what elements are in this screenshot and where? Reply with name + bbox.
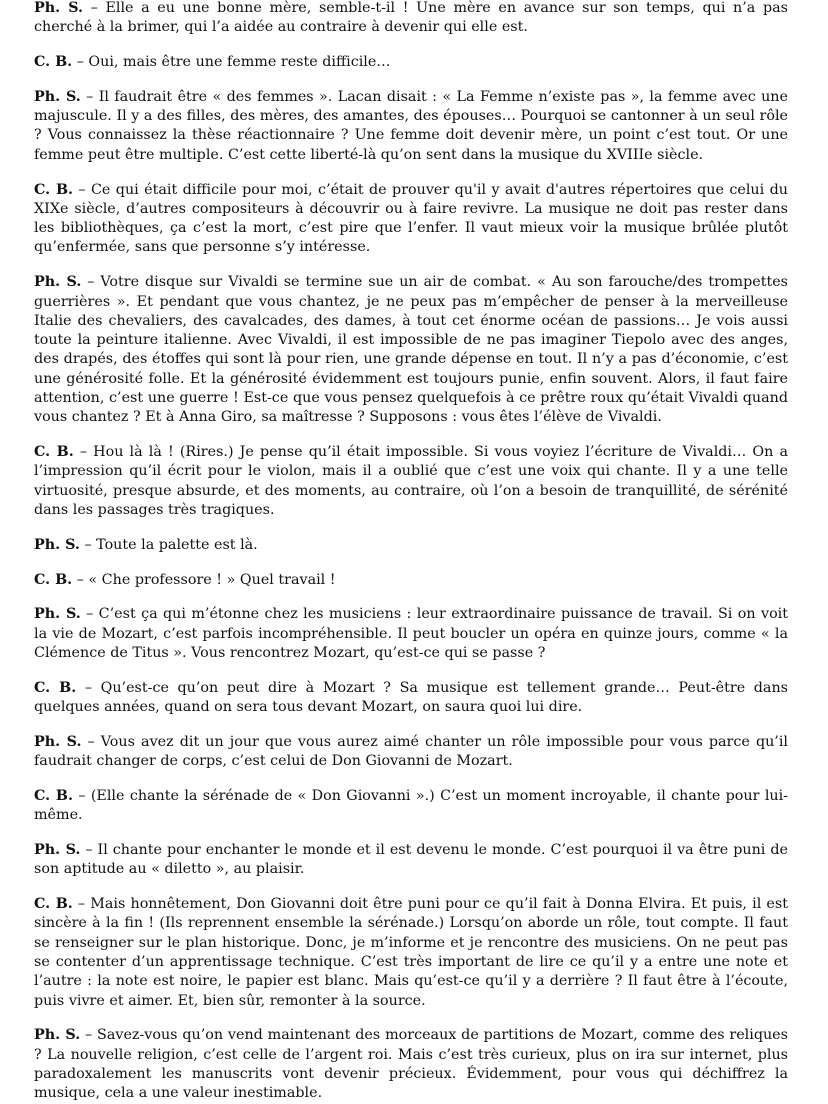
dialogue-text: – Votre disque sur Vivaldi se termine sue un air de combat. « Au son farouche/des trompettes guerrières ». Et pendant que vous chantez, je ne peux pas m’empêcher de penser à la merveilleuse Italie des chevaliers, des cavalcades, des dames, à tout cet énorme océan de passions… Je vois aussi toute la peinture italienne. Avec Vivaldi, il est impossible de ne pas imaginer Tiepolo avec des anges, des drapés, des étoffes qui sont là pour rien, une grande dépense en tout. Il n’y a pas d’économie, c’est une générosité folle. Et la générosité évidemment est toujours punie, enfin souvent. Alors, il faut faire attention, c’est une guerre ! Est-ce que vous pensez quelquefois à ce prêtre roux qu’était Vivaldi quand vous chantez ? Et à Anna Giro, sa maîtresse ? Supposons : vous êtes l’élève de Vivaldi. <box>34 274 788 426</box>
dialogue-paragraph <box>34 88 788 165</box>
dialogue-paragraph <box>34 679 788 718</box>
dialogue-text: – Savez-vous qu’on vend maintenant des morceaux de partitions de Mozart, comme des reliques ? La nouvelle religion, c’est celle de l’argent roi. Mais c’est très curieux, plus on ira sur internet, plus paradoxalement les manuscrits vont devenir précieux. Évidemment, pour vous qui déchiffrez la musique, cela a une valeur inestimable. <box>34 1027 788 1102</box>
dialogue-paragraph <box>34 787 788 826</box>
speaker-label: Ph. S. <box>34 733 82 750</box>
dialogue-paragraph <box>34 536 788 555</box>
speaker-label: C. B. <box>34 788 73 804</box>
speaker-label: Ph. S. <box>34 842 81 859</box>
dialogue-text: – Il chante pour enchanter le monde et il est devenu le monde. C’est pourquoi il va être puni de son aptitude au « diletto », au plaisir. <box>34 842 788 878</box>
speaker-label: Ph. S. <box>34 1027 81 1044</box>
speaker-label: Ph. S. <box>34 274 82 291</box>
dialogue-text: – « Che professore ! » Quel travail ! <box>72 571 336 588</box>
dialogue-paragraph <box>34 1026 788 1103</box>
dialogue-text: – Elle a eu une bonne mère, semble-t-il ! Une mère en avance sur son temps, qui n’a pas cherché à la brimer, qui l’a aidée au contraire à devenir qui elle est. <box>34 0 788 36</box>
speaker-label: C. B. <box>34 181 74 198</box>
dialogue-text: – Vous avez dit un jour que vous aurez aimé chanter un rôle impossible pour vous parce qu’il faudrait changer de corps, c’est celui de Don Giovanni de Mozart. <box>34 733 788 770</box>
speaker-label: Ph. S. <box>34 606 81 623</box>
dialogue-paragraph <box>34 53 788 72</box>
dialogue-paragraph <box>34 605 788 663</box>
speaker-label: C. B. <box>34 571 73 588</box>
dialogue-paragraph <box>34 181 788 258</box>
dialogue-text: – Hou là là ! (Rires.) Je pense qu’il était impossible. Si vous voyiez l’écriture de Vivaldi… On a l’impression qu’il écrit pour le violon, mais il a oublié que c’est une voix qui chante. Il y a une telle virtuosité, presque absurde, et des moments, au contraire, où l’on a besoin de tranquillité, de sérénité dans les passages très tragiques. <box>34 444 788 519</box>
speaker-label: Ph. S. <box>34 536 80 553</box>
dialogue-text: – Oui, mais être une femme reste difficile… <box>72 54 391 71</box>
dialogue-text: – Toute la palette est là. <box>79 536 258 553</box>
speaker-label: Ph. S. <box>34 0 83 16</box>
dialogue-text: – Ce qui était difficile pour moi, c’était de prouver qu'il y avait d'autres répertoires que celui du XIXe siècle, d’autres compositeurs à découvrir ou à faire revivre. La musique ne doit pas rester dans les bibliothèques, ça c’est la mort, c’est pire que l’enfer. Il vaut mieux voir la musique brûlée plutôt qu’enfermée, sans que personne s’y intéresse. <box>34 181 788 256</box>
dialogue-paragraph <box>34 895 788 1011</box>
speaker-label: C. B. <box>34 896 73 913</box>
speaker-label: C. B. <box>34 679 77 696</box>
dialogue-text: – C’est ça qui m’étonne chez les musiciens : leur extraordinaire puissance de travail. Si on voit la vie de Mozart, c’est parfois incompréhensible. Il peut boucler un opéra en quinze jours, comme « la Clémence de Titus ». Vous rencontrez Mozart, qu’est-ce qui se passe ? <box>34 606 788 662</box>
speaker-label: C. B. <box>34 54 73 71</box>
dialogue-paragraph <box>34 571 788 590</box>
dialogue-text: – (Elle chante la sérénade de « Don Giovanni ».) C’est un moment incroyable, il chante pour lui-même. <box>34 788 788 824</box>
speaker-label: C. B. <box>34 444 74 461</box>
dialogue-text: – Mais honnêtement, Don Giovanni doit être puni pour ce qu’il fait à Donna Elvira. Et puis, il est sincère à la fin ! (Ils reprennent ensemble la sérénade.) Lorsqu’on aborde un rôle, tout compte. Il faut se renseigner sur le plan historique. Donc, je m’informe et je rencontre des musiciens. On ne peut pas se contenter d’un apprentissage technique. C’est très important de lire ce qu’il y a entre une note et l’autre : la note est noire, le papier est blanc. Mais qu’est-ce qu’il y a derrière ? Il faut être à l’écoute, puis vivre et aimer. Et, bien sûr, remonter à la source. <box>34 896 788 1009</box>
dialogue-paragraph <box>34 273 788 427</box>
dialogue-paragraph <box>34 0 788 38</box>
speaker-label: Ph. S. <box>34 88 81 105</box>
dialogue-paragraph <box>34 443 788 520</box>
dialogue-text: – Qu’est-ce qu’on peut dire à Mozart ? Sa musique est tellement grande… Peut-être dans quelques années, quand on sera tous devant Mozart, on saura quoi lui dire. <box>34 679 788 716</box>
dialogue-paragraph <box>34 841 788 880</box>
dialogue-paragraph <box>34 733 788 772</box>
dialogue-text: – Il faudrait être « des femmes ». Lacan disait : « La Femme n’existe pas », la femme avec une majuscule. Il y a des filles, des mères, des amantes, des épouses… Pourquoi se cantonner à un seul rôle ? Vous connaissez la thèse réactionnaire ? Une femme doit devenir mère, un point c’est tout. Or une femme peut être multiple. C’est cette liberté-là qu’on sent dans la musique du XVIIIe siècle. <box>34 88 788 163</box>
